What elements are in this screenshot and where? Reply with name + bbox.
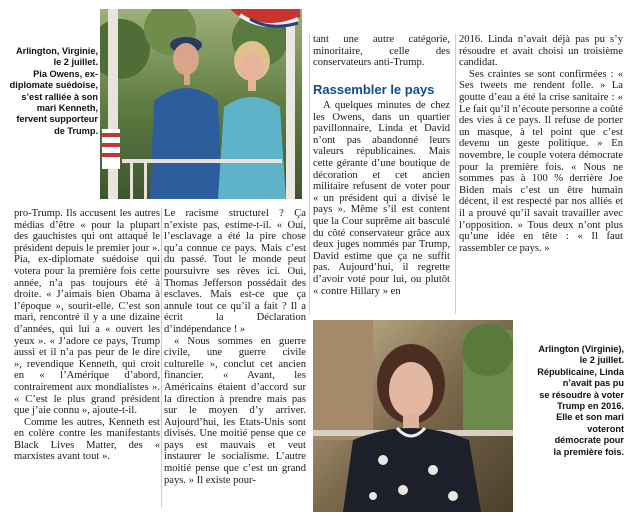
article-column-3-lead — [313, 34, 450, 69]
column-divider — [455, 34, 456, 314]
caption-line: Pia Owens, ex- — [33, 68, 98, 79]
photo-owens-couple — [100, 9, 302, 199]
column-divider — [309, 34, 310, 314]
paragraph: A quelques minutes de chez les Owens, dans un quartier pavillonnaire, Linda et David n’ont pas abandonné leurs valeurs républicaines. Mais cette gérante d’une boutique de décoration et cet ancien militaire refusent de voter pour « un président qui a divisé le pays ». Même s’il est content que la Cour suprême ait basculé du côté conservateur grâce aux deux juges nommés par Trump, David estime que ça ne suffit pas. Aujourd’hui, il regrette d’avoir voté pour lui, ou plutôt « contre Hillary » en — [313, 100, 450, 297]
caption-line: de Trump. — [54, 125, 98, 136]
caption-owens — [6, 46, 98, 137]
paragraph: pro-Trump. Ils accusent les autres médias d’être « pour la plupart des gauchistes qui ont attaqué le président depuis le premier jour ». Pia, ex-diplomate suédoise qui votera pour la première fois cette année, n’a pas toujours été à droite. « J’aimais bien Obama à l’époque », sourit-elle. C’est son mari, rencontré il y a une dizaine d’années, qui lui a « ouvert les yeux ». « J’adore ce pays, Trump aussi et il n’a pas peur de le dire », revendique Kenneth, qui croit en « l’Amérique d’abord, contrairement aux mondialistes ». « C’est le plus grand président que j’aie connu », ajoute-t-il. — [14, 208, 160, 417]
paragraph: Comme les autres, Kenneth est en colère contre les manifestants Black Lives Matter, des « marxistes avant tout ». — [14, 416, 160, 463]
photo-linda-illustration — [313, 320, 513, 512]
paragraph: 2016. Linda n’avait déjà pas pu s’y résoudre et avait choisi un troisième candidat. — [459, 34, 623, 69]
caption-line: Arlington, Virginie, — [15, 46, 98, 56]
caption-line: le 2 juillet. — [579, 355, 624, 366]
caption-line: Trump en 2016. — [557, 401, 624, 412]
photo-linda — [313, 320, 513, 512]
caption-line: n’avait pas pu — [562, 378, 624, 389]
article-column-2 — [164, 208, 306, 486]
caption-line: fervent supporteur — [16, 114, 98, 125]
paragraph: « Nous sommes en guerre civile, une guerre civile culturelle », conclut cet ancien financier. « Avant, les Américains étaient d’accord sur la direction à prendre mais pas sur le moyen d’y arriver. Aujourd’hui, les Etats-Unis sont divisés. Une moitié pense que ce pays est mauvais et veut instaurer le socialisme. L’autre moitié pense que c’est un grand pays. » Il existe pour- — [164, 335, 306, 486]
caption-line: diplomate suédoise, — [9, 80, 98, 91]
photo-owens-illustration — [100, 9, 302, 199]
caption-line: se résoudre à voter — [539, 389, 624, 400]
paragraph: Le racisme structurel ? Ça n’existe pas, estime-t-il. « Oui, l’esclavage a été la pire chose qu’a connue ce pays. Mais c’est du passé. Tout le monde peut poursuivre ses rêves ici. Oui, Thomas Jefferson possédait des esclaves. Mais est-ce que ça annule tout ce qu’il a fait ? Il a écrit la Déclaration d’indépendance ! » — [164, 208, 306, 335]
caption-linda — [520, 344, 624, 458]
article-column-3 — [313, 100, 450, 297]
section-subhead: Rassembler le pays — [313, 82, 435, 97]
caption-line: Républicaine, Linda — [537, 366, 624, 377]
caption-line: Arlington (Virginie), — [538, 344, 624, 354]
caption-line: s’est ralliée à son — [21, 91, 98, 102]
column-divider — [161, 208, 162, 508]
caption-line: le 2 juillet. — [53, 57, 98, 68]
article-column-1 — [14, 208, 160, 463]
caption-line: Elle et son mari — [556, 412, 624, 423]
caption-line: la première fois. — [553, 446, 624, 457]
caption-line: voteront — [587, 423, 624, 434]
paragraph: tant une autre catégorie, minoritaire, celle des conservateurs anti-Trump. — [313, 34, 450, 69]
caption-line: mari Kenneth, — [36, 103, 98, 114]
article-column-4 — [459, 34, 623, 254]
paragraph: Ses craintes se sont confirmées : « Ses tweets me rendent folle. » La goutte d’eau a été la crise sanitaire : « Le fait qu’il n’écoute personne a coûté des vies à ce pays. Il refuse de porter un masque, à tel point que c’est devenu un geste politique. » En novembre, le couple votera démocrate pour la première fois. « Nous ne sommes pas à 100 % derrière Joe Biden mais c’est un être humain décent, il est respecté par nos alliés et il a prouvé qu’il savait travailler avec l’opposition. » Tous deux n’ont plus qu’une idée en tête : « Il faut rassembler ce pays. » — [459, 68, 623, 254]
caption-line: démocrate pour — [554, 435, 624, 446]
